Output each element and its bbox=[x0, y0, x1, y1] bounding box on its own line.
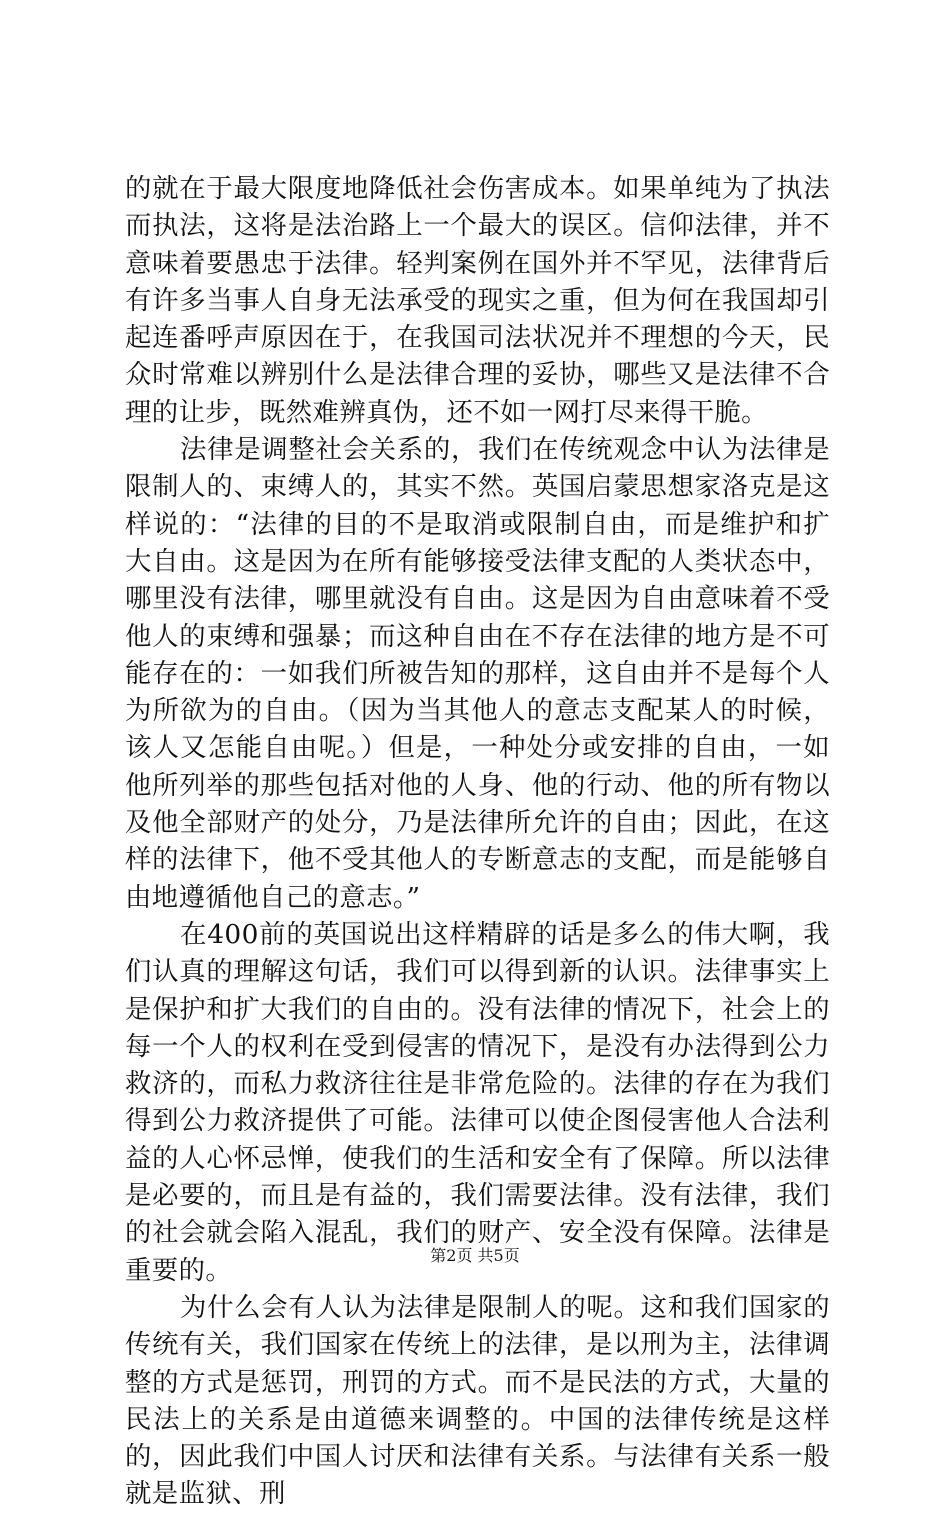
document-body bbox=[125, 170, 830, 1513]
paragraph-3: 在400前的英国说出这样精辟的话是多么的伟大啊，我们认真的理解这句话，我们可以得到新的认识。法律事实上是保护和扩大我们的自由的。没有法律的情况下，社会上的每一个人的权利在受到侵害的情况下，是没有办法得到公力救济的，而私力救济往往是非常危险的。法律的存在为我们得到公力救济提供了可能。法律可以使企图侵害他人合法利益的人心怀忌惮，使我们的生活和安全有了保障。所以法律是必要的，而且是有益的，我们需要法律。没有法律，我们的社会就会陷入混乱，我们的财产、安全没有保障。法律是重要的。 bbox=[125, 918, 830, 1286]
page-number-footer: 第2页 共5页 bbox=[430, 1246, 520, 1265]
paragraph-4: 为什么会有人认为法律是限制人的呢。这和我们国家的传统有关，我们国家在传统上的法律，是以刑为主，法律调整的方式是惩罚，刑罚的方式。而不是民法的方式，大量的民法上的关系是由道德来调整的。中国的法律传统是这样的，因此我们中国人讨厌和法律有关系。与法律有关系一般就是监狱、刑 bbox=[125, 1291, 830, 1510]
paragraph-1: 的就在于最大限度地降低社会伤害成本。如果单纯为了执法而执法，这将是法治路上一个最大的误区。信仰法律，并不意味着要愚忠于法律。轻判案例在国外并不罕见，法律背后有许多当事人自身无法承受的现实之重，但为何在我国却引起连番呼声原因在于，在我国司法状况并不理想的今天，民众时常难以辨别什么是法律合理的妥协，哪些又是法律不合理的让步，既然难辨真伪，还不如一网打尽来得干脆。 bbox=[125, 173, 830, 428]
paragraph-2: 法律是调整社会关系的，我们在传统观念中认为法律是限制人的、束缚人的，其实不然。英国启蒙思想家洛克是这样说的：“法律的目的不是取消或限制自由，而是维护和扩大自由。这是因为在所有能够接受法律支配的人类状态中，哪里没有法律，哪里就没有自由。这是因为自由意味着不受他人的束缚和强暴；而这种自由在不存在法律的地方是不可能存在的：一如我们所被告知的那样，这自由并不是每个人为所欲为的自由。（因为当其他人的意志支配某人的时候，该人又怎能自由呢。）但是，一种处分或安排的自由，一如他所列举的那些包括对他的人身、他的行动、他的所有物以及他全部财产的处分，乃是法律所允许的自由；因此，在这样的法律下，他不受其他人的专断意志的支配，而是能够自由地遵循他自己的意志。” bbox=[125, 434, 830, 913]
